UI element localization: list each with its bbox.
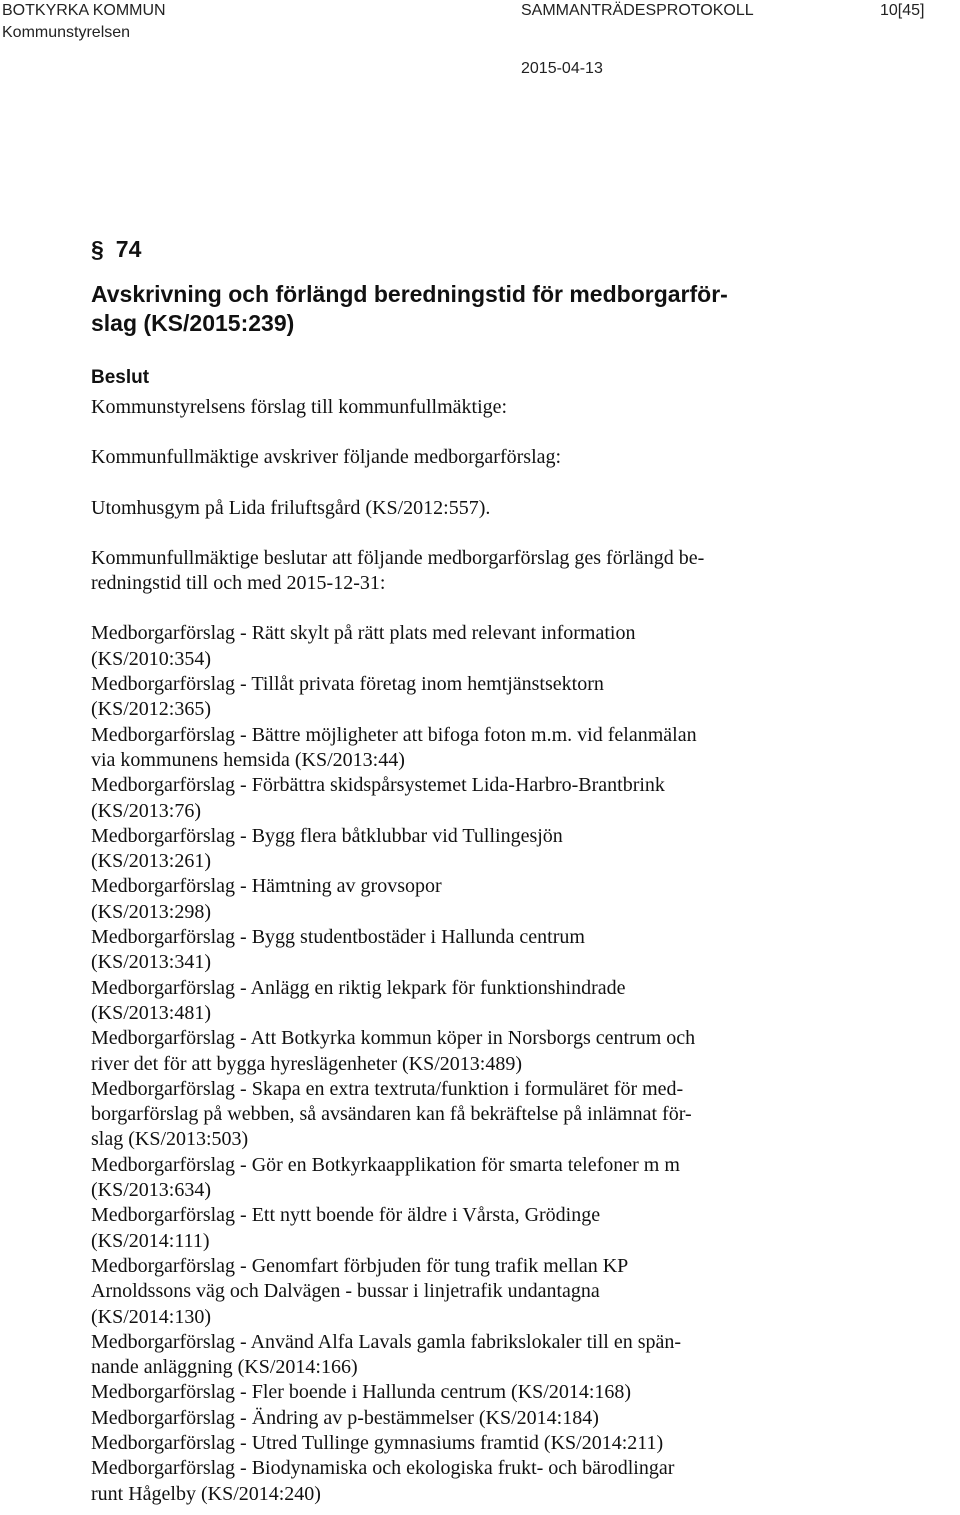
proposal-list-line: (KS/2013:261) [91, 850, 211, 873]
decision-heading: Beslut [91, 367, 150, 388]
section-sign: § [91, 236, 104, 262]
proposal-list-line: (KS/2013:76) [91, 799, 201, 822]
proposal-list-line: Medborgarförslag - Bygg studentbostäder i Hallunda centrum [91, 926, 585, 949]
section-title-line: Avskrivning och förlängd beredningstid för medborgarför- [91, 281, 728, 307]
header-date: 2015-04-13 [521, 60, 603, 77]
proposal-list-line: slag (KS/2013:503) [91, 1128, 249, 1151]
proposal-list-line: Medborgarförslag - Att Botkyrka kommun köper in Norsborgs centrum och [91, 1027, 696, 1050]
proposal-list-line: Medborgarförslag - Använd Alfa Lavals gamla fabrikslokaler till en spän- [91, 1330, 682, 1353]
proposal-list-line: borgarförslag på webben, så avsändaren kan få bekräftelse på inlämnat för- [91, 1103, 692, 1126]
write-off-statement: Kommunfullmäktige avskriver följande medborgarförslag: [91, 446, 562, 469]
proposal-list-line: Medborgarförslag - Ett nytt boende för äldre i Vårsta, Grödinge [91, 1204, 601, 1227]
extension-statement [91, 546, 811, 597]
proposal-list-line: (KS/2012:365) [91, 698, 211, 721]
proposal-list-line: Medborgarförslag - Bättre möjligheter att bifoga foton m.m. vid felanmälan [91, 723, 697, 746]
proposal-list-line: (KS/2013:634) [91, 1179, 211, 1202]
header-org: BOTKYRKA KOMMUN [2, 2, 166, 19]
proposal-list-line: (KS/2013:298) [91, 900, 211, 923]
section-number-value: 74 [115, 236, 142, 262]
proposal-list-line: Medborgarförslag - Biodynamiska och ekologiska frukt- och bärodlingar [91, 1457, 675, 1480]
proposal-list-line: Medborgarförslag - Ändring av p-bestämmelser (KS/2014:184) [91, 1406, 599, 1429]
proposal-list-line: Medborgarförslag - Gör en Botkyrkaapplikation för smarta telefoner m m [91, 1153, 680, 1176]
proposal-list-line: Medborgarförslag - Anlägg en riktig lekpark för funktionshindrade [91, 976, 626, 999]
proposal-list-line: river det för att bygga hyreslägenheter (KS/2013:489) [91, 1052, 522, 1075]
extension-statement-line: redningstid till och med 2015-12-31: [91, 572, 386, 595]
section-title-line: slag (KS/2015:239) [91, 310, 295, 336]
section-title [91, 280, 811, 338]
proposal-list-line: Medborgarförslag - Rätt skylt på rätt plats med relevant information [91, 622, 636, 645]
proposal-list-line: Medborgarförslag - Hämtning av grovsopor [91, 875, 442, 898]
proposal-list-line: Medborgarförslag - Fler boende i Hallunda centrum (KS/2014:168) [91, 1381, 632, 1404]
proposal-list-line: Medborgarförslag - Förbättra skidspårsystemet Lida-Harbro-Brantbrink [91, 774, 665, 797]
proposal-list-line: Medborgarförslag - Genomfart förbjuden för tung trafik mellan KP [91, 1254, 629, 1277]
proposal-intro: Kommunstyrelsens förslag till kommunfullmäktige: [91, 396, 508, 418]
header-body: Kommunstyrelsen [2, 24, 131, 41]
proposal-list-line: Medborgarförslag - Tillåt privata företag inom hemtjänstsektorn [91, 673, 604, 696]
proposal-list-line: Arnoldssons väg och Dalvägen - bussar i linjetrafik undantagna [91, 1280, 600, 1303]
proposal-list-line: (KS/2014:130) [91, 1305, 211, 1328]
proposal-list-line: (KS/2013:481) [91, 1001, 211, 1024]
proposal-list-line: Medborgarförslag - Utred Tullinge gymnasiums framtid (KS/2014:211) [91, 1431, 664, 1454]
proposal-list-line: Medborgarförslag - Skapa en extra textruta/funktion i formuläret för med- [91, 1077, 684, 1100]
page-header [0, 0, 960, 90]
section-number [91, 232, 811, 266]
proposal-list-line: runt Hågelby (KS/2014:240) [91, 1482, 321, 1505]
proposal-list-line: nande anläggning (KS/2014:166) [91, 1356, 358, 1379]
proposal-list-line: (KS/2014:111) [91, 1229, 210, 1252]
header-doc-type: SAMMANTRÄDESPROTOKOLL [521, 2, 754, 19]
proposal-list-line: (KS/2013:341) [91, 951, 211, 974]
proposal-list [91, 621, 811, 1506]
proposal-list-line: Medborgarförslag - Bygg flera båtklubbar vid Tullingesjön [91, 824, 563, 847]
decision-content [91, 364, 811, 1507]
write-off-item: Utomhusgym på Lida friluftsgård (KS/2012:557). [91, 496, 491, 519]
section-heading [91, 232, 811, 338]
extension-statement-line: Kommunfullmäktige beslutar att följande medborgarförslag ges förlängd be- [91, 546, 705, 569]
proposal-list-line: (KS/2010:354) [91, 647, 211, 670]
header-page-number: 10[45] [880, 2, 925, 19]
proposal-list-line: via kommunens hemsida (KS/2013:44) [91, 748, 405, 771]
